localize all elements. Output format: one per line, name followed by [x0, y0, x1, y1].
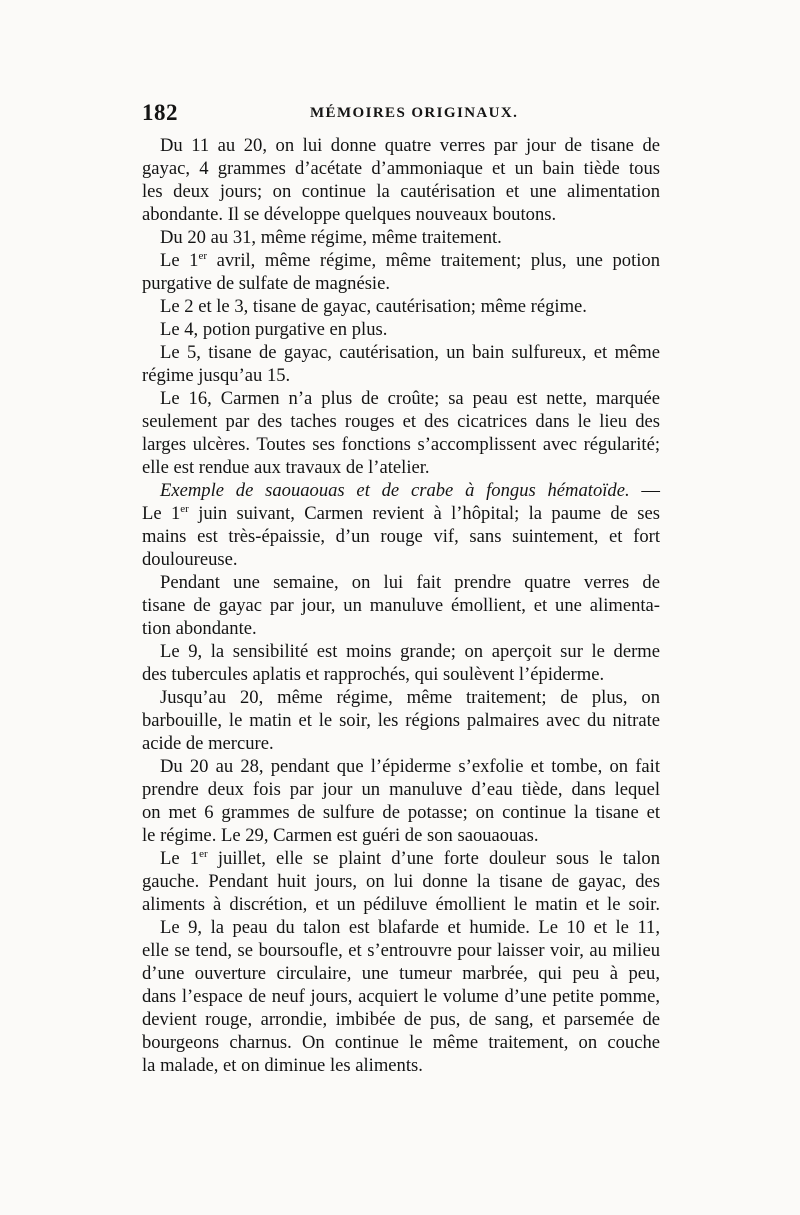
text-fragment: d’une ouverture circulaire, une tumeur marbrée, qui peu à peu, [142, 963, 660, 984]
text-line [142, 663, 660, 686]
text-fragment: Le 9, la sensibilité est moins grande; on aperçoit sur le derme [160, 641, 660, 662]
text-line [142, 801, 660, 824]
text-line [142, 571, 660, 594]
text-fragment: Le 1 [160, 848, 200, 869]
text-fragment: douloureuse. [142, 549, 238, 570]
text-fragment: larges ulcères. Toutes ses fonctions s’accomplissent avec régularité; [142, 434, 660, 455]
text-line [142, 755, 660, 778]
text-line [142, 640, 660, 663]
text-line [142, 226, 660, 249]
text-line [142, 939, 660, 962]
text-fragment: Du 20 au 28, pendant que l’épiderme s’exfolie et tombe, on fait [160, 756, 660, 777]
text-fragment: dans l’espace de neuf jours, acquiert le volume d’une petite pomme, [142, 986, 660, 1007]
text-line [142, 548, 660, 571]
text-fragment: régime jusqu’au 15. [142, 365, 291, 386]
page-number: 182 [142, 100, 178, 125]
text-line [142, 778, 660, 801]
superscript: er [199, 848, 208, 860]
text-fragment: purgative de sulfate de magnésie. [142, 273, 391, 294]
text-fragment: des tubercules aplatis et rapprochés, qui soulèvent l’épiderme. [142, 664, 605, 685]
text-fragment: juillet, elle se plaint d’une forte douleur sous le talon [207, 848, 660, 869]
text-line [142, 134, 660, 157]
text-fragment: Du 11 au 20, on lui donne quatre verres par jour de tisane de [160, 135, 660, 156]
text-line [142, 272, 660, 295]
body-text [142, 134, 660, 1077]
text-line [142, 456, 660, 479]
text-line [142, 985, 660, 1008]
text-line [142, 180, 660, 203]
text-line [142, 525, 660, 548]
text-line [142, 387, 660, 410]
text-line [142, 203, 660, 226]
text-line [142, 341, 660, 364]
text-line [142, 617, 660, 640]
text-fragment: barbouille, le matin et le soir, les régions palmaires avec du nitrate [142, 710, 660, 731]
text-line [142, 249, 660, 272]
text-line [142, 433, 660, 456]
text-line [142, 157, 660, 180]
text-fragment: acide de mercure. [142, 733, 274, 754]
text-fragment: gayac, 4 grammes d’acétate d’ammoniaque et un bain tiède tous [142, 158, 660, 179]
text-fragment: seulement par des taches rouges et des cicatrices dans le lieu des [142, 411, 660, 432]
text-line [142, 502, 660, 525]
text-fragment: aliments à discrétion, et un pédiluve émollient le matin et le soir. [142, 894, 660, 915]
text-line [142, 1054, 660, 1077]
text-line [142, 686, 660, 709]
text-fragment: elle est rendue aux travaux de l’atelier. [142, 457, 430, 478]
text-fragment: elle se tend, se boursoufle, et s’entrouvre pour laisser voir, au milieu [142, 940, 660, 961]
text-fragment: Le 9, la peau du talon est blafarde et humide. Le 10 et le 11, [160, 917, 660, 938]
text-fragment: abondante. Il se développe quelques nouveaux boutons. [142, 204, 557, 225]
text-fragment: les deux jours; on continue la cautérisation et une alimentation [142, 181, 660, 202]
text-line [142, 295, 660, 318]
text-fragment: Le 2 et le 3, tisane de gayac, cautérisation; même régime. [160, 296, 587, 317]
text-fragment: juin suivant, Carmen revient à l’hôpital; la paume de ses [188, 503, 660, 524]
text-line [142, 364, 660, 387]
page-header [142, 100, 657, 124]
superscript: er [180, 503, 189, 515]
text-fragment: le régime. Le 29, Carmen est guéri de son saouaouas. [142, 825, 539, 846]
text-fragment: Le 1 [160, 250, 199, 271]
text-fragment: gauche. Pendant huit jours, on lui donne la tisane de gayac, des [142, 871, 660, 892]
text-line [142, 916, 660, 939]
text-fragment: avril, même régime, même traitement; plus, une potion [207, 250, 660, 271]
text-line [142, 479, 660, 502]
superscript: er [198, 250, 208, 262]
text-fragment: prendre deux fois par jour un manuluve d’eau tiède, dans lequel [142, 779, 660, 800]
text-line [142, 1031, 660, 1054]
text-fragment: bourgeons charnus. On continue le même traitement, on couche [142, 1032, 660, 1053]
text-fragment: devient rouge, arrondie, imbibée de pus, de sang, et parsemée de [142, 1009, 660, 1030]
text-fragment: on met 6 grammes de sulfure de potasse; on continue la tisane et [142, 802, 660, 823]
text-fragment: Jusqu’au 20, même régime, même traitement; de plus, on [160, 687, 660, 708]
text-line [142, 824, 660, 847]
text-line [142, 1008, 660, 1031]
text-fragment: tisane de gayac par jour, un manuluve émollient, et une alimenta- [142, 595, 660, 616]
text-fragment: la malade, et on diminue les aliments. [142, 1055, 423, 1076]
text-fragment: Pendant une semaine, on lui fait prendre quatre verres de [160, 572, 660, 593]
text-line [142, 318, 660, 341]
text-fragment: tion abondante. [142, 618, 257, 639]
running-head: MÉMOIRES ORIGINAUX. [310, 105, 519, 121]
text-fragment: Le 16, Carmen n’a plus de croûte; sa peau est nette, marquée [160, 388, 660, 409]
text-fragment: mains est très-épaissie, d’un rouge vif, sans suintement, et fort [142, 526, 660, 547]
text-line [142, 962, 660, 985]
text-fragment: Le 4, potion purgative en plus. [160, 319, 388, 340]
text-fragment: Du 20 au 31, même régime, même traitement. [160, 227, 502, 248]
text-line [142, 709, 660, 732]
text-fragment: Le 5, tisane de gayac, cautérisation, un bain sulfureux, et même [160, 342, 660, 363]
text-line [142, 893, 660, 916]
text-fragment: — [629, 480, 660, 501]
text-line [142, 732, 660, 755]
text-line [142, 594, 660, 617]
text-fragment: Le 1 [142, 503, 181, 524]
text-line [142, 847, 660, 870]
text-line [142, 410, 660, 433]
text-line [142, 870, 660, 893]
italic-heading: Exemple de saouaouas et de crabe à fongus hématoïde. [160, 480, 630, 501]
